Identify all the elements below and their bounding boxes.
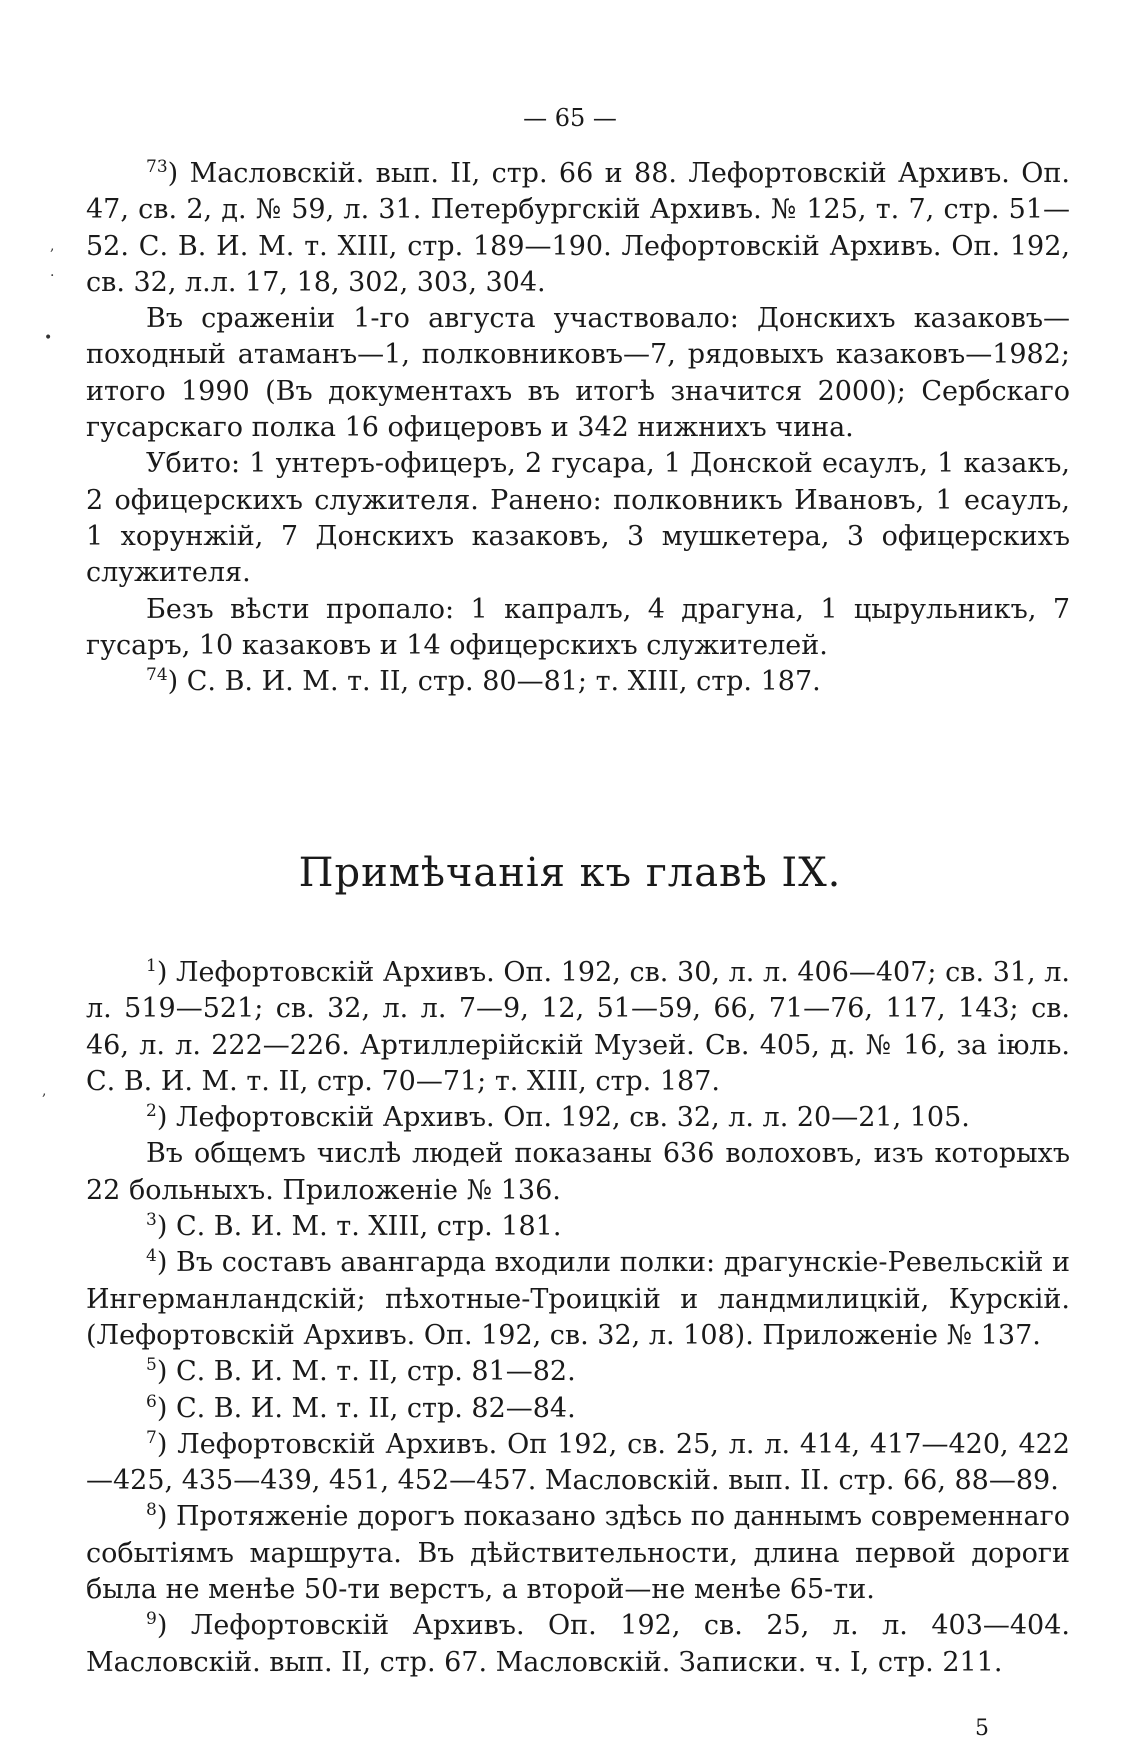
footnote-marker: 1 xyxy=(146,956,157,976)
note-paragraph xyxy=(86,1427,1070,1500)
footnote-marker: 6 xyxy=(146,1391,157,1412)
note-paragraph xyxy=(86,1245,1070,1354)
note-paragraph xyxy=(86,664,1070,700)
note-text: ) С. В. И. М. т. ХIII, стр. 181. xyxy=(156,1211,562,1243)
footnote-marker: 74 xyxy=(146,665,168,686)
note-paragraph xyxy=(86,301,1070,446)
note-paragraph xyxy=(86,1100,1070,1136)
footnote-marker: 5 xyxy=(146,1355,157,1376)
note-paragraph xyxy=(86,1391,1070,1427)
footnote-marker: 4 xyxy=(146,1246,157,1267)
note-paragraph xyxy=(86,1209,1070,1245)
footnote-marker: 3 xyxy=(146,1210,157,1231)
margin-dot: , xyxy=(42,1083,47,1099)
footnote-marker: 7 xyxy=(146,1427,157,1448)
note-text: ) Лефортовскій Архивъ. Оп 192, св. 25, л. л. 414, 417—420, 422—425, 435—439, 451, 452—457. Масловскій. вып. II. стр. 66, 88—89. xyxy=(86,1428,1070,1497)
chapter-notes xyxy=(86,955,1070,1681)
footnote-marker: 73 xyxy=(146,157,168,177)
page-number: — 65 — xyxy=(523,104,617,132)
note-text: ) С. В. И. М. т. II, стр. 80—81; т. ХIII, стр. 187. xyxy=(167,666,821,698)
note-text: ) С. В. И. М. т. II, стр. 82—84. xyxy=(156,1392,576,1424)
note-text: ) Лефортовскій Архивъ. Оп. 192, св. 30, л. л. 406—407; св. 31, л. л. 519—521; св. 32, л. л. 7—9, 12, 51—59, 66, 71—76, 117, 143; св. 46, л. л. 222—226. Артиллерійскій Музей. Св. 405, д. № 16, за іюль. С. В. И. М. т. II, стр. 70—71; т. ХIII, стр. 187. xyxy=(86,957,1070,1097)
note-paragraph xyxy=(86,1354,1070,1390)
note-text: ) Лефортовскій Архивъ. Оп. 192, св. 32, л. л. 20—21, 105. xyxy=(156,1102,970,1134)
footnote-marker: 9 xyxy=(146,1609,157,1630)
note-paragraph xyxy=(86,1608,1070,1681)
footnotes-top xyxy=(86,156,1070,700)
note-text: Въ общемъ числѣ людей показаны 636 волоховъ, изъ которыхъ 22 больныхъ. Приложеніе № 136. xyxy=(86,1138,1070,1206)
margin-dot: • xyxy=(44,330,53,346)
note-text: ) Масловскій. вып. II, стр. 66 и 88. Лефортовскій Архивъ. Оп. 47, св. 2, д. № 59, л. 31. Петербургскій Архивъ. № 125, т. 7, стр. 51—52. С. В. И. М. т. ХIII, стр. 189—190. Лефортовскій Архивъ. Оп. 192, св. 32, л.л. 17, 18, 302, 303, 304. xyxy=(86,158,1070,298)
note-paragraph xyxy=(86,1499,1070,1608)
note-paragraph xyxy=(86,592,1070,665)
chapter-notes-heading: Примѣчанія къ главѣ IX. xyxy=(298,850,842,896)
note-paragraph xyxy=(86,156,1070,301)
note-paragraph xyxy=(86,1136,1070,1209)
footnote-marker: 8 xyxy=(146,1500,157,1521)
margin-dot: · xyxy=(50,268,55,284)
note-text: ) Лефортовскій Архивъ. Оп. 192, св. 25, л. л. 403—404. Масловскій. вып. II, стр. 67. Масловскій. Записки. ч. I, стр. 211. xyxy=(86,1610,1070,1678)
note-paragraph xyxy=(86,955,1070,1100)
footnote-marker: 2 xyxy=(146,1101,157,1122)
note-text: Убито: 1 унтеръ-офицеръ, 2 гусара, 1 Донской есаулъ, 1 казакъ, 2 офицерскихъ служителя. Ранено: полковникъ Ивановъ, 1 есаулъ, 1 хорунжій, 7 Донскихъ казаковъ, 3 мушкетера, 3 офицерскихъ служителя. xyxy=(86,448,1070,589)
note-text: Безъ вѣсти пропало: 1 капралъ, 4 драгуна, 1 цырульникъ, 7 гусаръ, 10 казаковъ и 14 офицерскихъ служителей. xyxy=(86,593,1070,661)
note-paragraph xyxy=(86,446,1070,591)
note-text: ) С. В. И. М. т. II, стр. 81—82. xyxy=(156,1356,576,1388)
note-text: ) Въ составъ авангарда входили полки: драгунскіе-Ревельскій и Ингерманландскій; пѣхотные-Троицкій и ландмилицкій, Курскій. (Лефортовскій Архивъ. Оп. 192, св. 32, л. 108). Приложеніе № 137. xyxy=(86,1247,1070,1351)
margin-dot: , xyxy=(50,238,55,254)
footer-signature-number: 5 xyxy=(975,1716,989,1741)
note-text: ) Протяженіе дорогъ показано здѣсь по даннымъ современнаго событіямъ маршрута. Въ дѣйствительности, длина первой дороги была не менѣе 50-ти верстъ, а второй—не менѣе 65-ти. xyxy=(86,1501,1070,1606)
note-text: Въ сраженіи 1-го августа участвовало: Донскихъ казаковъ—походный атаманъ—1, полковниковъ—7, рядовыхъ казаковъ—1982; итого 1990 (Въ документахъ въ итогѣ значится 2000); Сербскаго гусарскаго полка 16 офицеровъ и 342 нижнихъ чина. xyxy=(86,303,1070,444)
